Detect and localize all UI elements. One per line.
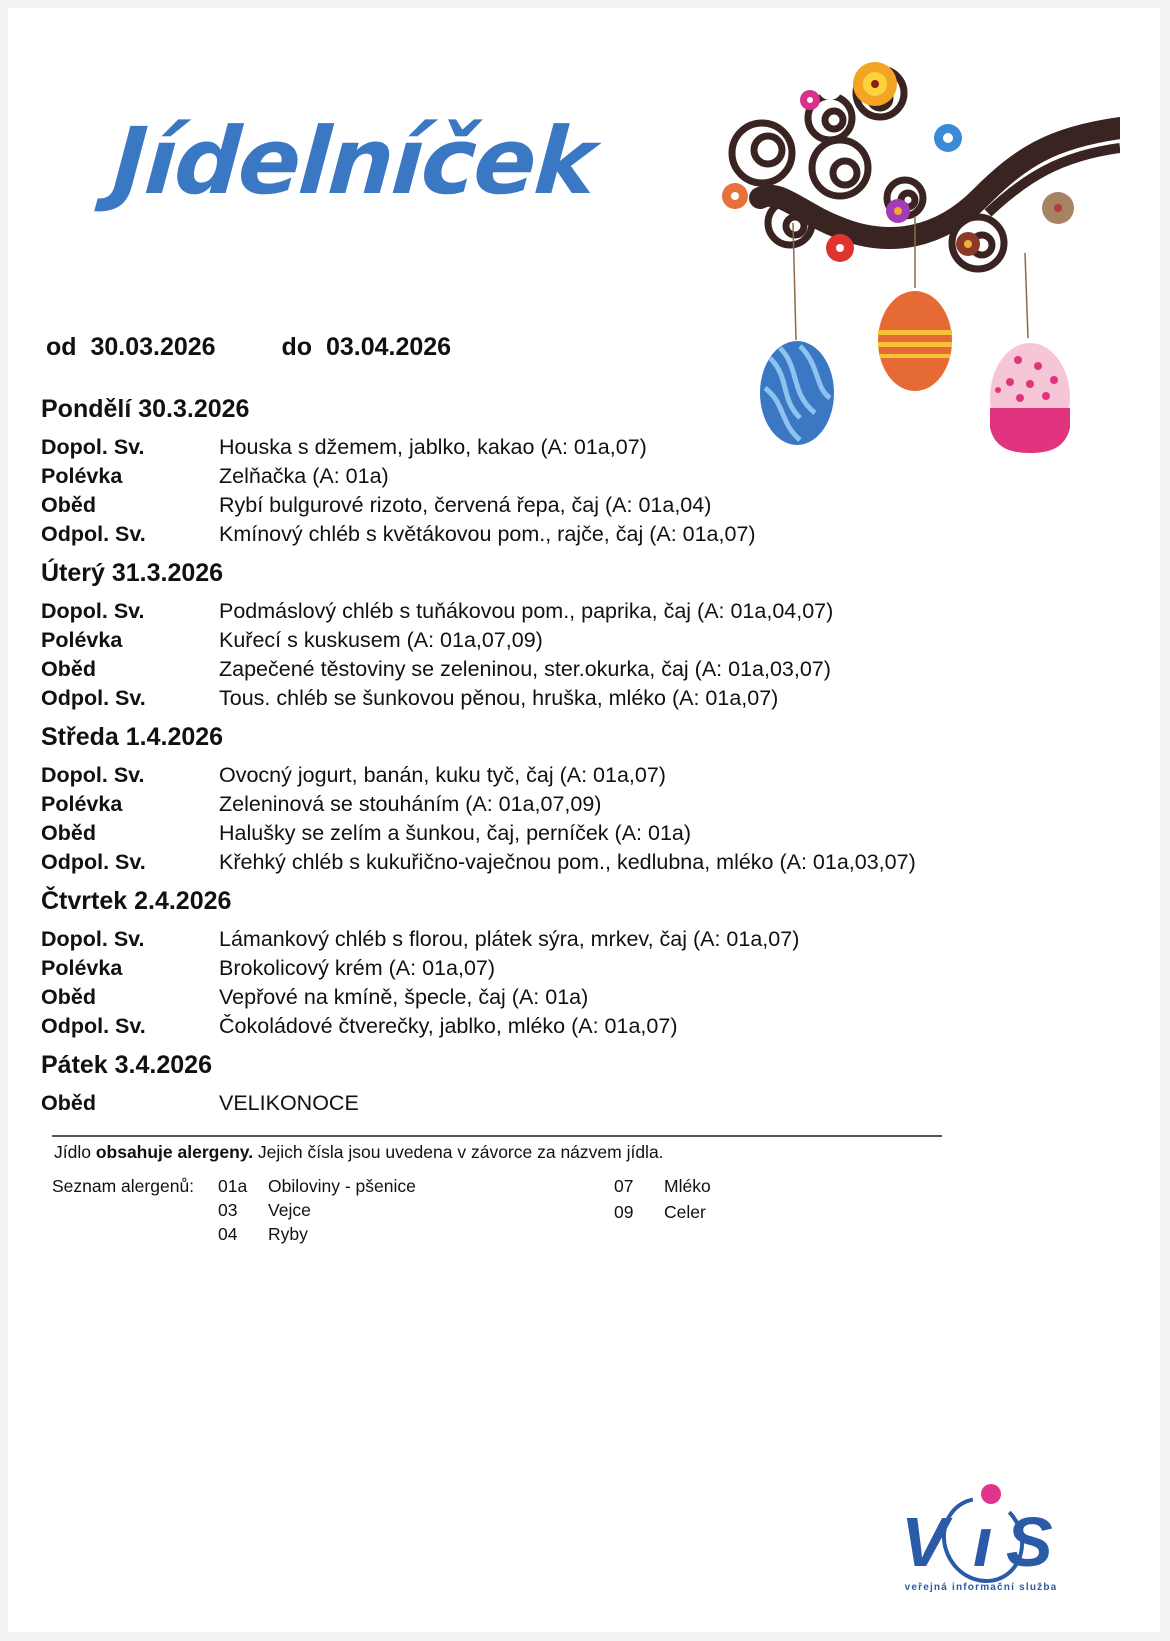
from-label: od	[46, 333, 77, 361]
allergen-code: 03	[218, 1200, 238, 1220]
allergen-note	[54, 1142, 664, 1163]
allergen-item	[218, 1224, 308, 1245]
weekly-menu	[41, 391, 941, 1124]
meal-label: Dopol. Sv.	[41, 763, 145, 787]
meal-label: Dopol. Sv.	[41, 599, 145, 623]
meal-label: Dopol. Sv.	[41, 927, 145, 951]
day-monday	[41, 391, 941, 549]
meal-label: Odpol. Sv.	[41, 522, 146, 546]
day-thursday	[41, 883, 941, 1041]
to-date: 03.04.2026	[325, 333, 452, 361]
meal-value: Čokoládové čtverečky, jablko, mléko (A: 01a,07)	[219, 1014, 678, 1038]
meal-row	[41, 761, 941, 790]
day-heading: Úterý 31.3.2026	[41, 559, 224, 587]
note-prefix: Jídlo	[54, 1142, 96, 1162]
logo-tagline: veřejná informační služba	[904, 1582, 1058, 1593]
meal-value: Lámankový chléb s florou, plátek sýra, mrkev, čaj (A: 01a,07)	[219, 927, 800, 951]
meal-value: Tous. chléb se šunkovou pěnou, hruška, mléko (A: 01a,07)	[219, 686, 779, 710]
meal-row	[41, 462, 941, 491]
meal-label: Oběd	[41, 985, 96, 1009]
day-heading: Pátek 3.4.2026	[41, 1051, 212, 1079]
note-suffix: Jejich čísla jsou uvedena v závorce za názvem jídla.	[253, 1142, 664, 1162]
meal-label: Oběd	[41, 493, 96, 517]
meal-value: Zelňačka (A: 01a)	[219, 464, 389, 488]
meal-label: Dopol. Sv.	[41, 435, 145, 459]
day-heading: Pondělí 30.3.2026	[41, 395, 250, 423]
from-date: 30.03.2026	[90, 333, 216, 361]
meal-label: Oběd	[41, 1091, 96, 1115]
logo-letter-v: V	[901, 1503, 948, 1581]
meal-value: Kmínový chléb s květákovou pom., rajče, čaj (A: 01a,07)	[219, 522, 756, 546]
logo-letter-i: ı	[973, 1503, 993, 1581]
allergen-code: 04	[218, 1224, 238, 1244]
meal-value: Vepřové na kmíně, špecle, čaj (A: 01a)	[219, 985, 589, 1009]
menu-page	[8, 8, 1160, 1632]
meal-row	[41, 983, 941, 1012]
meal-label: Oběd	[41, 657, 96, 681]
meal-row	[41, 1012, 941, 1041]
allergen-code: 07	[614, 1176, 634, 1196]
meal-label: Polévka	[41, 628, 123, 652]
day-tuesday	[41, 555, 941, 713]
allergen-name: Ryby	[268, 1224, 308, 1244]
day-friday	[41, 1047, 941, 1118]
meal-row	[41, 1089, 941, 1118]
meal-label: Polévka	[41, 464, 123, 488]
meal-row	[41, 655, 941, 684]
meal-value: Brokolicový krém (A: 01a,07)	[219, 956, 496, 980]
meal-value: Křehký chléb s kukuřično-vaječnou pom., kedlubna, mléko (A: 01a,03,07)	[219, 850, 916, 874]
meal-value: Halušky se zelím a šunkou, čaj, perníček (A: 01a)	[219, 821, 692, 845]
meal-row	[41, 626, 941, 655]
allergen-name: Vejce	[268, 1200, 311, 1220]
meal-row	[41, 597, 941, 626]
meal-value: Podmáslový chléb s tuňákovou pom., paprika, čaj (A: 01a,04,07)	[219, 599, 834, 623]
meal-value: Zeleninová se stouháním (A: 01a,07,09)	[219, 792, 602, 816]
meal-row	[41, 848, 941, 877]
page-title: Jídelníček	[109, 108, 598, 215]
day-wednesday	[41, 719, 941, 877]
logo-letter-s: S	[1006, 1503, 1053, 1581]
meal-label: Polévka	[41, 792, 123, 816]
meal-value: Houska s džemem, jablko, kakao (A: 01a,07)	[219, 435, 647, 459]
allergen-heading: Seznam alergenů:	[52, 1176, 195, 1196]
allergen-code: 09	[614, 1202, 634, 1222]
allergen-name: Obiloviny - pšenice	[268, 1176, 416, 1196]
meal-row	[41, 925, 941, 954]
meal-row	[41, 819, 941, 848]
pink-egg-icon	[990, 343, 1070, 453]
divider	[52, 1135, 942, 1137]
allergen-item	[614, 1176, 711, 1197]
meal-value: Zapečené těstoviny se zeleninou, ster.okurka, čaj (A: 01a,03,07)	[219, 657, 831, 681]
meal-label: Odpol. Sv.	[41, 850, 146, 874]
allergen-code: 01a	[218, 1176, 248, 1196]
meal-label: Odpol. Sv.	[41, 686, 146, 710]
meal-row	[41, 520, 941, 549]
allergen-name: Celer	[664, 1202, 706, 1222]
meal-value: Ovocný jogurt, banán, kuku tyč, čaj (A: 01a,07)	[219, 763, 666, 787]
meal-row	[41, 684, 941, 713]
allergen-item	[218, 1200, 311, 1221]
allergen-name: Mléko	[664, 1176, 711, 1196]
date-range	[46, 333, 451, 362]
meal-row	[41, 491, 941, 520]
meal-value: VELIKONOCE	[219, 1091, 359, 1115]
note-bold: obsahuje alergeny.	[95, 1142, 254, 1162]
vis-logo	[901, 1478, 1066, 1598]
day-heading: Čtvrtek 2.4.2026	[41, 887, 232, 915]
orange-egg-icon	[878, 291, 952, 391]
meal-row	[41, 433, 941, 462]
meal-row	[41, 954, 941, 983]
meal-label: Polévka	[41, 956, 123, 980]
logo-dot-icon	[981, 1484, 1001, 1504]
allergen-item	[614, 1202, 706, 1223]
meal-value: Kuřecí s kuskusem (A: 01a,07,09)	[219, 628, 543, 652]
to-label: do	[281, 333, 313, 361]
meal-label: Oběd	[41, 821, 96, 845]
allergen-item	[218, 1176, 416, 1197]
meal-value: Rybí bulgurové rizoto, červená řepa, čaj (A: 01a,04)	[219, 493, 712, 517]
meal-label: Odpol. Sv.	[41, 1014, 146, 1038]
day-heading: Středa 1.4.2026	[41, 723, 224, 751]
meal-row	[41, 790, 941, 819]
